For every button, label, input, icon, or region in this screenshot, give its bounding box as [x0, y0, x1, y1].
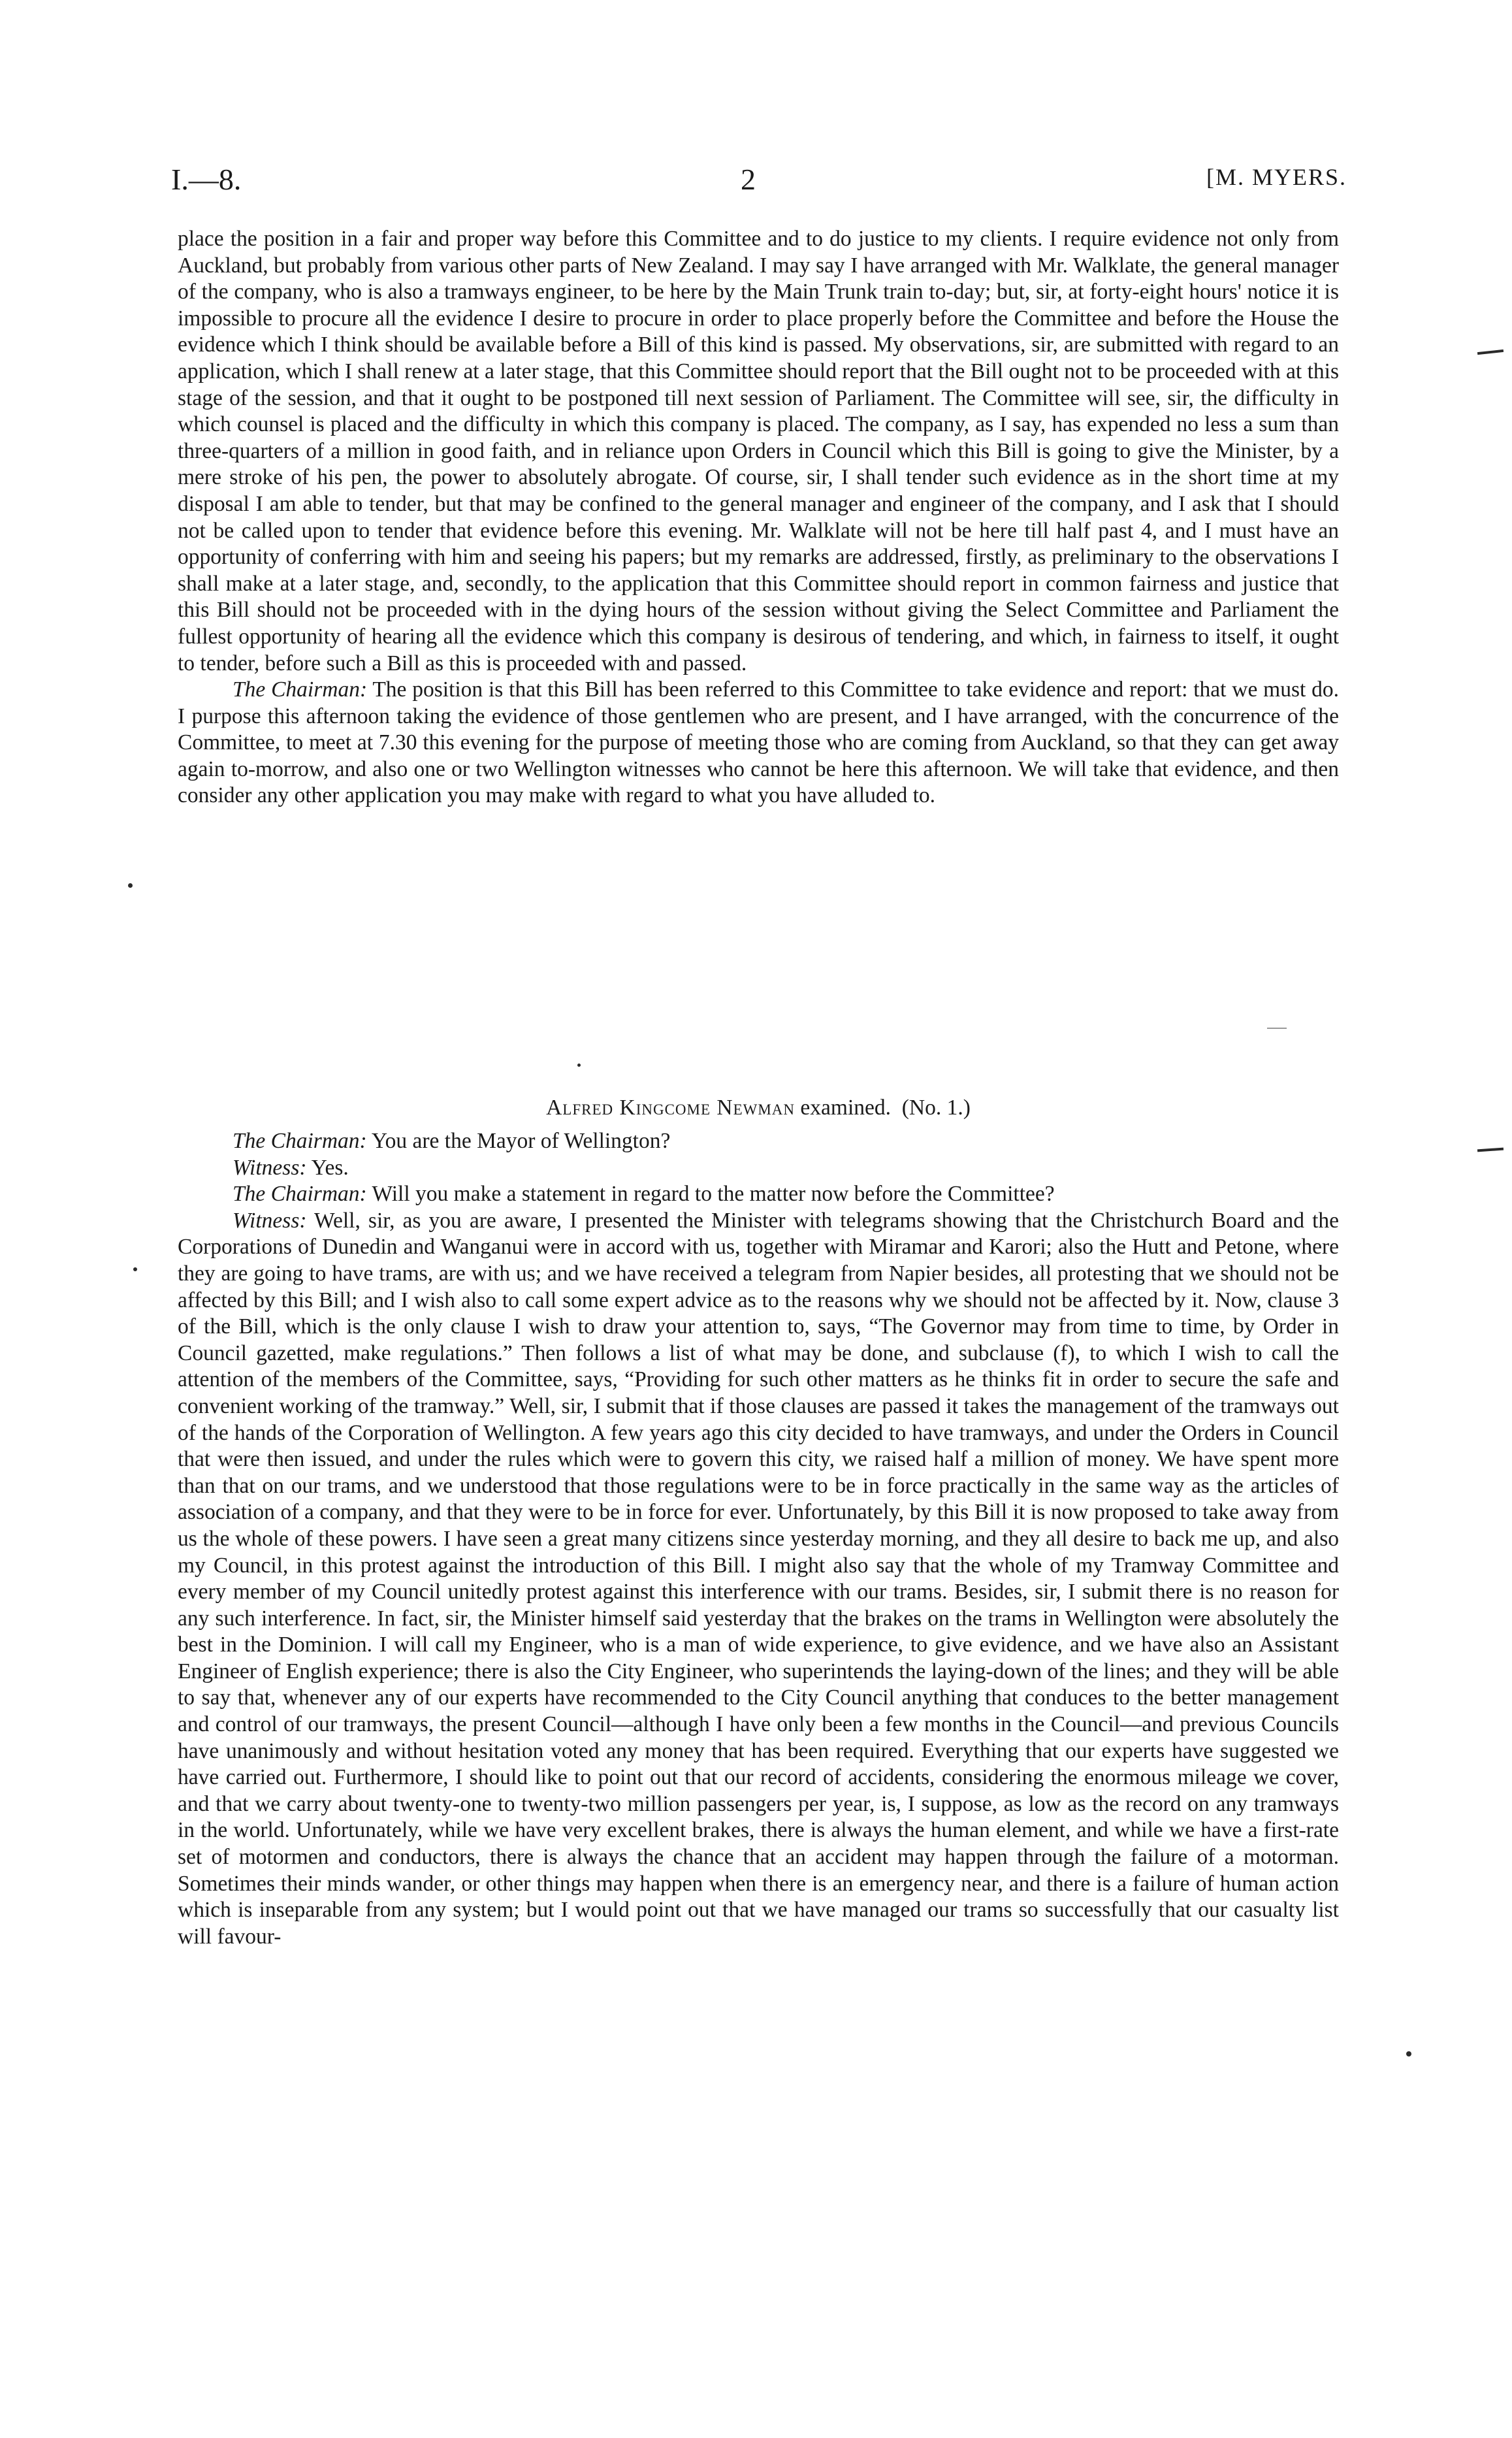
answer-1	[178, 1155, 1339, 1182]
answer-text: Yes.	[311, 1155, 349, 1180]
witness-full-name: Alfred Kingcome Newman	[546, 1096, 796, 1120]
speaker-label: The Chairman:	[233, 677, 368, 702]
question-text: Will you make a statement in regard to the matter now before the Committee?	[372, 1182, 1055, 1207]
paper-reference: I.—8.	[171, 163, 242, 196]
speaker-label: The Chairman:	[233, 1182, 367, 1207]
page-header	[171, 162, 1347, 201]
margin-dot-mark	[133, 1267, 137, 1271]
chairman-response-text: The position is that this Bill has been referred to this Committee to take evidence and report: that we must do. I purpose this afternoon taking the evidence of those gentlemen who are present, and I have arranged, with the concurrence of the Committee, to meet at 7.30 this evening for the purpose of meeting those who are coming from Auckland, so that they can get away again to-morrow, and also one or two Wellington witnesses who cannot be here this afternoon. We will take that evidence, and then consider any other application you may make with regard to what you have alluded to.	[178, 677, 1339, 808]
margin-dash-mark	[1477, 349, 1504, 355]
page-number: 2	[741, 163, 756, 196]
chairman-response-paragraph	[178, 677, 1339, 809]
answer-2	[178, 1208, 1339, 1951]
margin-dash-mark	[1477, 1148, 1504, 1152]
stray-dot-mark	[577, 1064, 581, 1067]
margin-dot-mark	[128, 883, 133, 888]
question-1	[178, 1128, 1339, 1155]
examination-transcript	[178, 1128, 1339, 1950]
witness-name-header: [M. MYERS.	[1206, 164, 1347, 190]
speaker-label: Witness:	[233, 1155, 307, 1180]
margin-dot-mark	[1406, 2051, 1411, 2056]
speaker-label: Witness:	[233, 1208, 307, 1233]
question-text: You are the Mayor of Wellington?	[371, 1129, 671, 1153]
faint-scan-mark	[1267, 1028, 1287, 1029]
counsel-statement-paragraph: place the position in a fair and proper way before this Committee and to do justice to my clients. I require evidence not only from Auckland, but probably from various other parts of New Zealand. I may say I have arranged with Mr. Walklate, the general manager of the company, who is also a tramways engineer, to be here by the Main Trunk train to-day; but, sir, at forty-eight hours' notice it is impossible to procure all the evidence I desire to procure in order to place properly before the Committee and before the House the evidence which I think should be available before a Bill of this kind is passed. My observations, sir, are submitted with regard to an application, which I shall renew at a later stage, that this Committee should report that the Bill ought not to be proceeded with at this stage of the session, and that it ought to be postponed till next session of Parliament. The Committee will see, sir, the difficulty in which counsel is placed and the difficulty in which this company is placed. The company, as I say, has expended no less a sum than three-quarters of a million in good faith, and in reliance upon Orders in Council which this Bill is going to give the Minister, by a mere stroke of his pen, the power to absolutely abrogate. Of course, sir, I shall tender such evidence as in the short time at my disposal I am able to tender, but that may be confined to the general manager and engineer of the company, and I ask that I should not be called upon to tender that evidence before this evening. Mr. Walklate will not be here till half past 4, and I must have an opportunity of conferring with him and seeing his papers; but my remarks are addressed, firstly, as preliminary to the observations I shall make at a later stage, and, secondly, to the application that this Committee should report in common fairness and justice that this Bill should not be proceeded with in the dying hours of the session without giving the Select Committee and Parliament the fullest opportunity of hearing all the evidence which this company is desirous of tendering, and which, in fairness to itself, it ought to tender, before such a Bill as this is proceeded with and passed.	[178, 227, 1339, 675]
examination-heading	[178, 1095, 1339, 1121]
speaker-label: The Chairman:	[233, 1129, 367, 1153]
examination-label: examined.	[800, 1096, 892, 1120]
answer-text: Well, sir, as you are aware, I presented the Minister with telegrams showing that the Christchurch Board and the Corporations of Dunedin and Wanganui were in accord with us, together with Miramar and Karori; also the Hutt and Petone, where they are going to have trams, are with us; and we have received a telegram from Napier besides, all protesting that we should not be affected by this Bill; and I wish also to call some expert advice as to the reasons why we should not be affected by it. Now, clause 3 of the Bill, which is the only clause I wish to draw your attention to, says, “The Governor may from time to time, by Order in Council gazetted, make regulations.” Then follows a list of what may be done, and subclause (f), to which I wish to call the attention of the members of the Committee, says, “Providing for such other matters as he thinks fit in order to secure the safe and convenient working of the tramway.” Well, sir, I submit that if those clauses are passed it takes the management of the tramways out of the hands of the Corporation of Wellington. A few years ago this city decided to have tramways, and under the Orders in Council that were then issued, and under the rules which were to govern this city, we raised half a million of money. We have spent more than that on our trams, and we understood that those regulations were to be in force practically in the same way as the articles of association of a company, and that they were to be in force for ever. Unfortunately, by this Bill it is now proposed to take away from us the whole of these powers. I have seen a great many citizens since yesterday morning, and they all desire to back me up, and also my Council, in this protest against the introduction of this Bill. I might also say that the whole of my Tramway Committee and every member of my Council unitedly protest against this interference with our trams. Besides, sir, I submit there is no reason for any such interference. In fact, sir, the Minister himself said yesterday that the brakes on the trams in Wellington were absolutely the best in the Dominion. I will call my Engineer, who is a man of wide experience, to give evidence, and we have also an Assistant Engineer of English experience; there is also the City Engineer, who superintends the laying-down of the lines; and they will be able to say that, whenever any of our experts have recommended to the City Council anything that conduces to the better management and control of our tramways, the present Council—although I have only been a few months in the Council—and previous Councils have unanimously and without hesitation voted any money that has been required. Everything that our experts have suggested we have carried out. Furthermore, I should like to point out that our record of accidents, considering the enormous mileage we cover, and that we carry about twenty-one to twenty-two million passengers per year, is, I suppose, as low as the record on any tramways in the world. Unfortunately, while we have very excellent brakes, there is always the human element, and while we have a first-rate set of motormen and conductors, there is always the chance that an accident may happen through the failure of a motorman. Sometimes their minds wander, or other things may happen when there is an emergency near, and there is a failure of human action which is inseparable from any system; but I would point out that we have managed our trams so successfully that our casualty list will favour-	[178, 1208, 1339, 1949]
counsel-statement-block	[178, 226, 1339, 809]
question-2	[178, 1181, 1339, 1208]
examination-number: (No. 1.)	[901, 1096, 971, 1120]
